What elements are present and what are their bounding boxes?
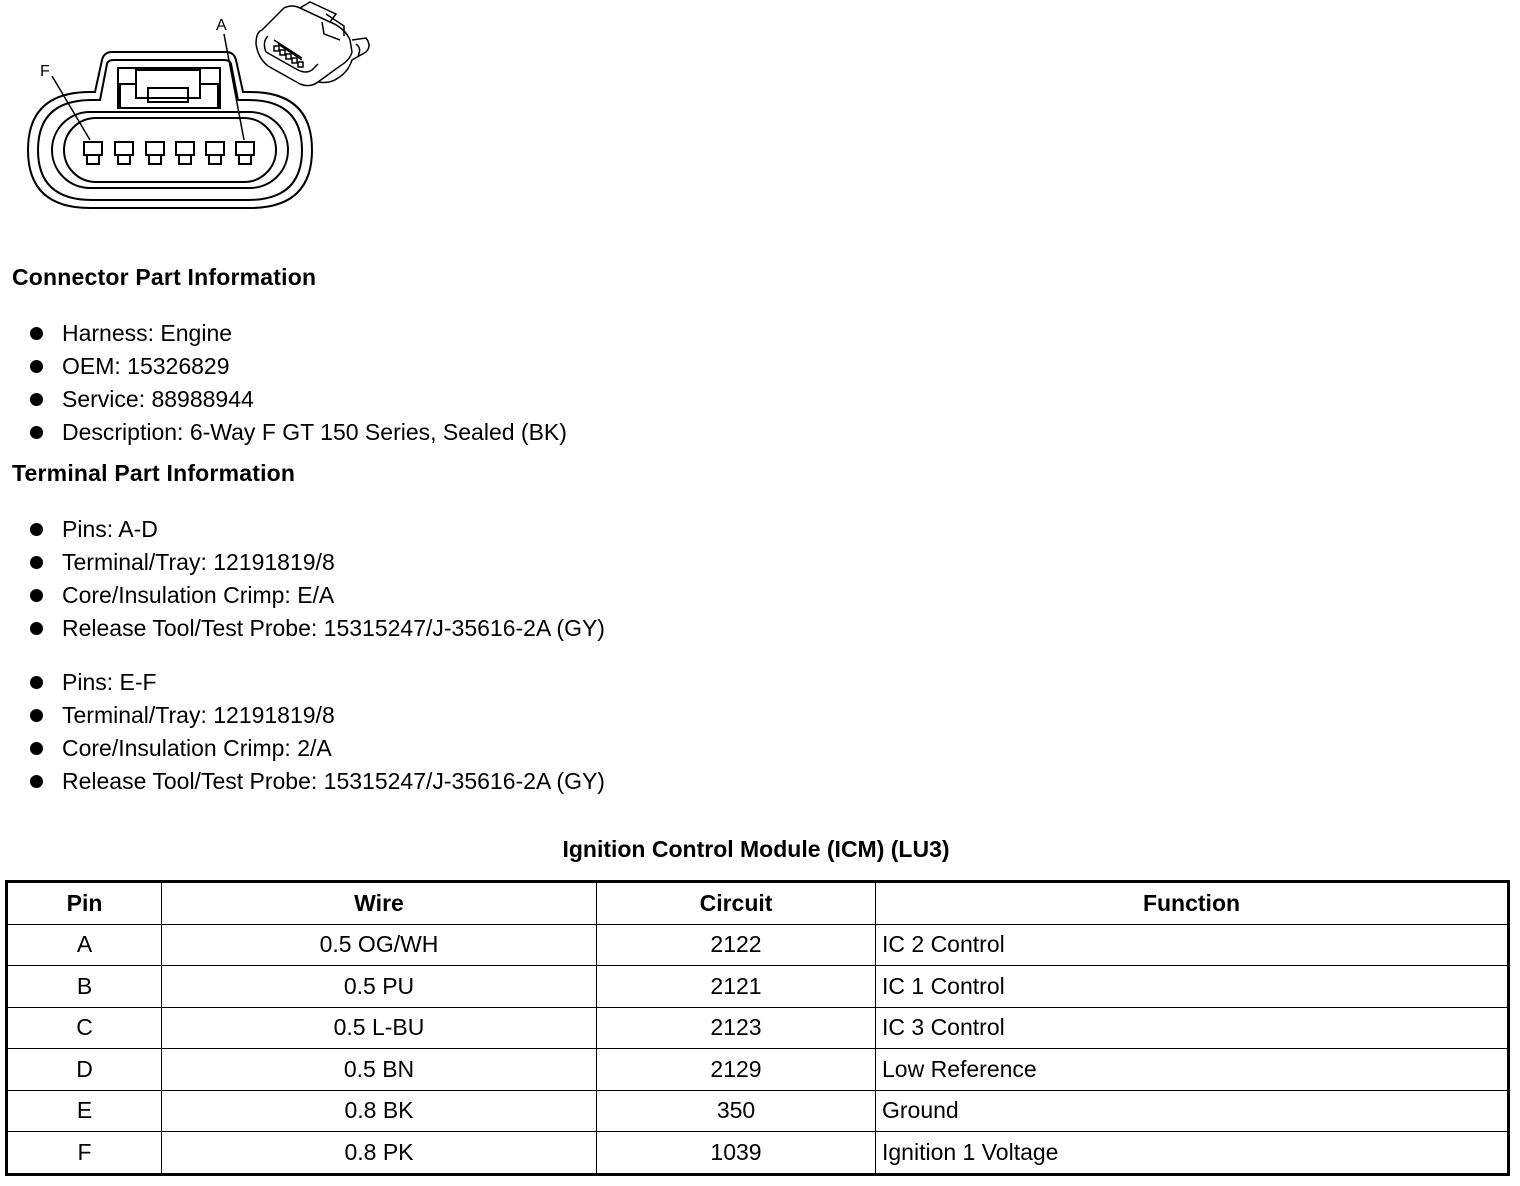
cell-wire: 0.8 BK [162,1090,597,1132]
cell-circuit: 1039 [597,1132,876,1175]
list-item: Pins: E-F [28,666,605,699]
table-row [7,1090,1509,1132]
connector-info-list [28,317,567,449]
table-header-row [7,882,1509,925]
list-item: Release Tool/Test Probe: 15315247/J-35616-2A (GY) [28,612,605,645]
header-wire: Wire [162,882,597,925]
cell-wire: 0.5 OG/WH [162,924,597,966]
cell-circuit: 2123 [597,1007,876,1049]
connector-iso-view [256,2,369,86]
table-row [7,966,1509,1008]
cell-function: IC 2 Control [876,924,1509,966]
header-circuit: Circuit [597,882,876,925]
cell-pin: F [7,1132,162,1175]
list-item: Terminal/Tray: 12191819/8 [28,546,605,579]
cell-circuit: 350 [597,1090,876,1132]
list-item: Service: 88988944 [28,383,567,416]
list-item: Pins: A-D [28,513,605,546]
list-item: Harness: Engine [28,317,567,350]
table-row [7,1007,1509,1049]
connector-info-heading: Connector Part Information [12,264,317,290]
table-row [7,1132,1509,1175]
pin-f-label: F [40,63,50,80]
table-row [7,924,1509,966]
table-title: Ignition Control Module (ICM) (LU3) [562,836,950,862]
cell-function: IC 3 Control [876,1007,1509,1049]
cell-pin: A [7,924,162,966]
list-item: OEM: 15326829 [28,350,567,383]
terminal-info-list-2 [28,666,605,798]
list-item: Core/Insulation Crimp: E/A [28,579,605,612]
header-pin: Pin [7,882,162,925]
cell-wire: 0.5 L-BU [162,1007,597,1049]
pin-a-label: A [216,17,227,34]
terminal-pins [84,142,254,164]
list-item: Core/Insulation Crimp: 2/A [28,732,605,765]
terminal-info-list-1 [28,513,605,645]
terminal-info-heading: Terminal Part Information [12,460,296,486]
list-item: Terminal/Tray: 12191819/8 [28,699,605,732]
cell-wire: 0.8 PK [162,1132,597,1175]
cell-pin: C [7,1007,162,1049]
cell-wire: 0.5 BN [162,1049,597,1091]
cell-circuit: 2129 [597,1049,876,1091]
cell-circuit: 2122 [597,924,876,966]
table-row [7,1049,1509,1091]
cell-pin: B [7,966,162,1008]
cell-function: Ground [876,1090,1509,1132]
cell-pin: D [7,1049,162,1091]
list-item: Release Tool/Test Probe: 15315247/J-35616-2A (GY) [28,765,605,798]
cell-circuit: 2121 [597,966,876,1008]
pinout-table [5,880,1510,1176]
cell-function: IC 1 Control [876,966,1509,1008]
cell-function: Ignition 1 Voltage [876,1132,1509,1175]
list-item: Description: 6-Way F GT 150 Series, Sealed (BK) [28,416,567,449]
connector-face-diagram [0,0,380,230]
cell-function: Low Reference [876,1049,1509,1091]
cell-pin: E [7,1090,162,1132]
header-function: Function [876,882,1509,925]
cell-wire: 0.5 PU [162,966,597,1008]
